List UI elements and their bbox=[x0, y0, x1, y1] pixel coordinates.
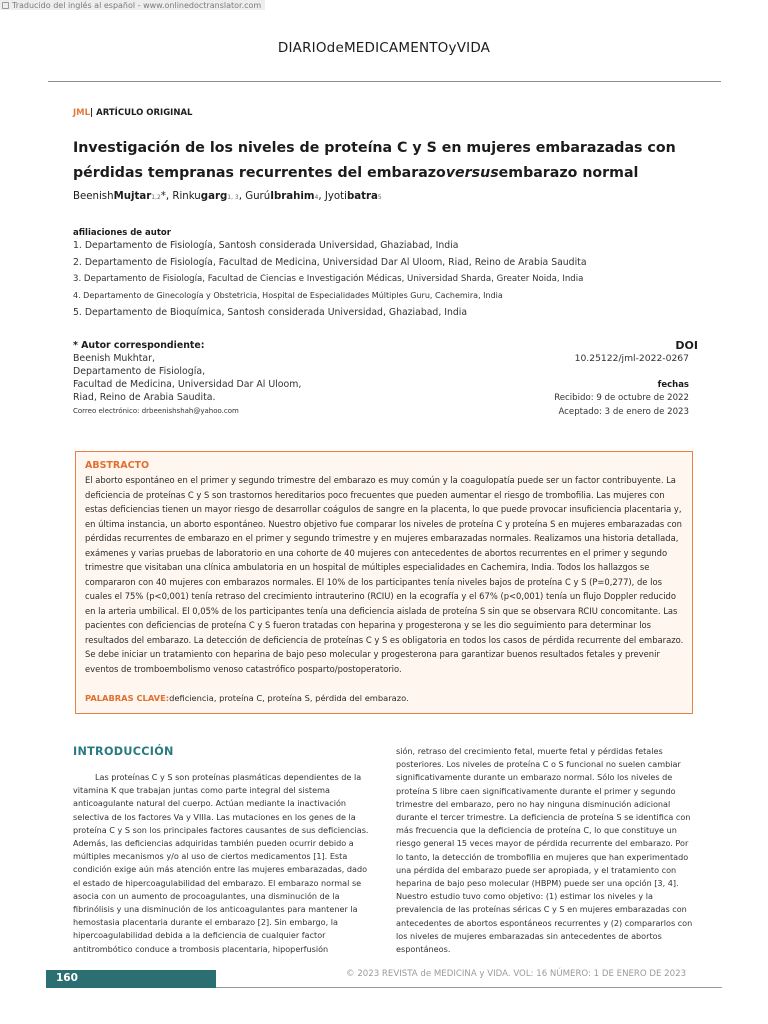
author-3-last: Ibrahim bbox=[270, 191, 315, 202]
introduction-column-2: sión, retraso del crecimiento fetal, muerte fetal y pérdidas fetales posteriores. Los niveles de proteína C o S funcional no suelen cambiar significativamente durante un embarazo normal. Sólo los niveles de proteína S libre caen significativamente durante el primer y segundo trimestre del embarazo, pero no hay ninguna disminución adicional durante el tercer trimestre. La deficiencia de proteína S se identifica con más frecuencia que la deficiencia de proteína C, lo que constituye un riesgo general 15 veces mayor de pérdida recurrente del embarazo. Por lo tanto, la detección de trombofilia en mujeres que han experimentado una pérdida del embarazo puede ser apropiada, y el tratamiento con heparina de bajo peso molecular (HBPM) puede ser una opción [3, 4]. Nuestro estudio tuvo como objetivo: (1) estimar los niveles y la prevalencia de las proteínas séricas C y S en mujeres embarazadas con antecedentes de abortos espontáneos recurrentes y (2) compararlos con los niveles de mujeres embarazadas sin antecedentes de abortos espontáneos. bbox=[396, 746, 693, 955]
doi-heading: DOI bbox=[675, 339, 698, 352]
page-number: 160 bbox=[56, 972, 78, 984]
title-line-1: Investigación de los niveles de proteína C y S en mujeres embarazadas con bbox=[73, 140, 676, 156]
introduction-heading: INTRODUCCIÓN bbox=[73, 745, 174, 758]
doi-value[interactable]: 10.25122/jml-2022-0267 bbox=[574, 353, 689, 364]
author-list: BeenishMujtar1,2*, Rinkugarg1, 3, GurúIbrahim4, Jyotibatra5 bbox=[73, 191, 382, 202]
affiliation-1: 1. Departamento de Fisiología, Santosh considerada Universidad, Ghaziabad, India bbox=[73, 240, 459, 251]
keywords bbox=[85, 693, 409, 703]
section-tag bbox=[73, 108, 192, 118]
affiliation-2: 2. Departamento de Fisiología, Facultad de Medicina, Universidad Dar Al Uloom, Riad, Reino de Arabia Saudita bbox=[73, 257, 587, 268]
header-divider bbox=[48, 81, 721, 82]
corresponding-heading: * Autor correspondiente: bbox=[73, 340, 205, 351]
affiliations-heading: afiliaciones de autor bbox=[73, 228, 171, 238]
affiliation-3: 3. Departamento de Fisiología, Facultad de Ciencias e Investigación Médicas, Universidad Sharda, Greater Noida, India bbox=[73, 274, 584, 284]
corresponding-line-3: Facultad de Medicina, Universidad Dar Al Uloom, bbox=[73, 379, 302, 390]
author-4-last: batra bbox=[346, 191, 378, 202]
keywords-text: deficiencia, proteína C, proteína S, pérdida del embarazo. bbox=[169, 693, 409, 703]
author-1-first: Beenish bbox=[73, 191, 114, 202]
footer-divider bbox=[216, 987, 722, 988]
section-label: ARTÍCULO ORIGINAL bbox=[96, 108, 193, 118]
author-1-mark: * bbox=[160, 191, 166, 202]
author-4-sup: 5 bbox=[377, 194, 382, 201]
journal-name: DIARIOdeMEDICAMENTOyVIDA bbox=[277, 40, 491, 56]
abstract-text: El aborto espontáneo en el primer y segundo trimestre del embarazo es muy común y la coagulopatía puede ser un factor contribuyente. La deficiencia de proteínas C y S son trastornos hereditarios poco frecuentes que pueden aumentar el riesgo de trombofilia. Las mujeres con estas deficiencias tienen un mayor riesgo de desarrollar coágulos de sangre en la placenta, lo que puede provocar insuficiencia placentaria y, en última instancia, un aborto espontáneo. Nuestro objetivo fue comparar los niveles de proteína C y proteína S en mujeres embarazadas con pérdidas recurrentes de embarazo en el primer y segundo trimestre y en mujeres embarazadas normales. Realizamos una historia detallada, exámenes y varias pruebas de laboratorio en una cohorte de 40 mujeres con antecedentes de abortos recurrentes en el primer y segundo trimestre que visitaban una clínica ambulatoria en un hospital de múltiples especialidades en Cachemira, India. Todos los hallazgos se compararon con 40 mujeres con embarazos normales. El 10% de los participantes tenía niveles bajos de proteína C y S (P=0,277), de los cuales el 75% (p<0,001) tenía retraso del crecimiento intrauterino (RCIU) en la ecografía y el 67% (p<0,001) tenía un flujo Doppler reducido en la arteria umbilical. El 0,05% de los participantes tenía una deficiencia aislada de proteína S sin que se observara RCIU concomitante. Las pacientes con deficiencias de proteína C y S fueron tratadas con heparina y progesterona y se les dio seguimiento para determinar los resultados del embarazo. La detección de deficiencia de proteínas C y S es obligatoria en todos los casos de pérdida recurrente del embarazo. Se debe iniciar un tratamiento con heparina de bajo peso molecular y progesterona para garantizar buenos resultados fetales y prevenir eventos de tromboembolismo venoso catastrófico posparto/postoperatorio. bbox=[85, 475, 684, 674]
abstract-heading: ABSTRACTO bbox=[85, 460, 150, 471]
date-accepted: Aceptado: 3 de enero de 2023 bbox=[558, 407, 689, 417]
translator-text: Traducido del inglés al español - www.onlinedoctranslator.com bbox=[12, 0, 262, 10]
section-separator: | bbox=[90, 108, 94, 118]
author-2-sup: 1, 3 bbox=[227, 194, 239, 201]
author-2-last: garg bbox=[200, 191, 228, 202]
document-icon bbox=[2, 2, 9, 9]
introduction-column-1: Las proteínas C y S son proteínas plasmáticas dependientes de la vitamina K que trabajan juntas como parte integral del sistema anticoagulante natural del cuerpo. Actúan mediante la inactivación selectiva de los factores Va y VIIIa. Las mutaciones en los genes de la proteína C y S son los principales factores causantes de sus deficiencias. Además, las deficiencias adquiridas también pueden ocurrir debido a múltiples mecanismos y/o al uso de ciertos medicamentos [1]. Esta condición exige aún más atención entre las mujeres embarazadas, dado el estado de hipercoagulabilidad del embarazo. El embarazo normal se asocia con un aumento de procoagulantes, una disminución de la fibrinólisis y una disminución de los anticoagulantes para mantener la hemostasia placentaria durante el embarazo [2]. Sin embargo, la hipercoagulabilidad debida a la deficiencia de cualquier factor antitrombótico conduce a trombosis placentaria, hipoperfusión bbox=[73, 772, 369, 954]
translator-banner[interactable] bbox=[0, 0, 265, 10]
date-received: Recibido: 9 de octubre de 2022 bbox=[554, 393, 689, 403]
author-1-sup: 1,2 bbox=[151, 194, 161, 201]
affiliation-4: 4. Departamento de Ginecología y Obstetricia, Hospital de Especialidades Múltiples Guru, Cachemira, India bbox=[73, 291, 503, 300]
corresponding-line-2: Departamento de Fisiología, bbox=[73, 366, 206, 377]
corresponding-line-1: Beenish Mukhtar, bbox=[73, 353, 155, 364]
author-3-first: Gurú bbox=[245, 191, 271, 202]
dates-heading: fechas bbox=[657, 380, 689, 390]
journal-abbrev: JML bbox=[73, 108, 91, 118]
title-line-2-post: embarazo normal bbox=[498, 165, 639, 181]
author-4-first: Jyoti bbox=[324, 191, 347, 202]
author-2-first: Rinku bbox=[172, 191, 201, 202]
title-line-2-pre: pérdidas tempranas recurrentes del embarazo bbox=[73, 165, 446, 181]
copyright: © 2023 REVISTA de MEDICINA y VIDA. VOL: 16 NÚMERO: 1 DE ENERO DE 2023 bbox=[346, 969, 687, 979]
corresponding-line-4: Riad, Reino de Arabia Saudita. bbox=[73, 392, 216, 403]
title-italic: versus bbox=[445, 165, 499, 181]
corresponding-email[interactable]: Correo electrónico: drbeenishshah@yahoo.com bbox=[73, 407, 239, 415]
keywords-label: PALABRAS CLAVE: bbox=[85, 693, 170, 703]
author-1-last: Mujtar bbox=[113, 191, 152, 202]
affiliation-5: 5. Departamento de Bioquímica, Santosh considerada Universidad, Ghaziabad, India bbox=[73, 307, 468, 318]
author-3-sup: 4 bbox=[314, 194, 319, 201]
article-title bbox=[73, 136, 693, 186]
